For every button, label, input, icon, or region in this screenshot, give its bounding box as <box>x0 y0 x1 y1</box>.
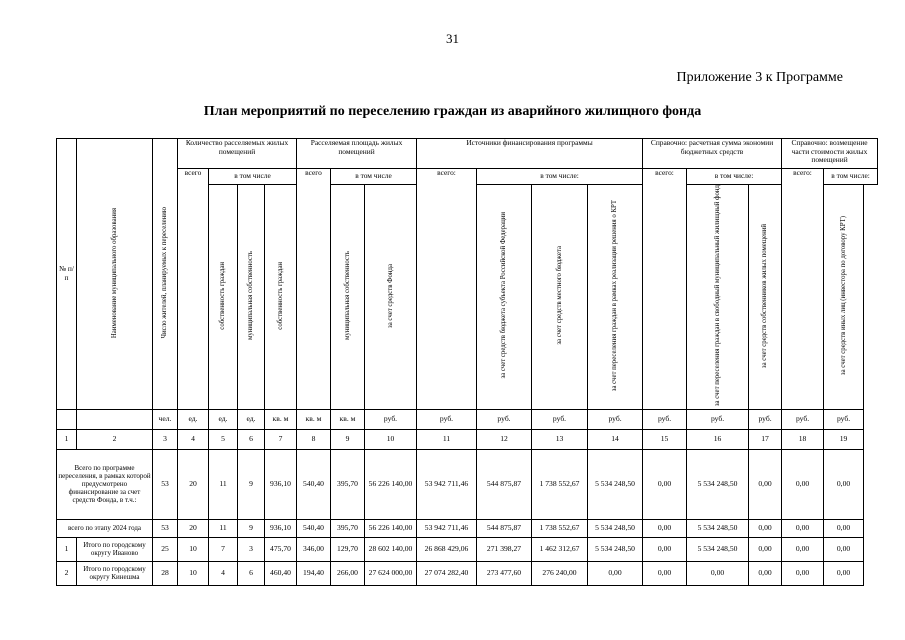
value-cell: 0,00 <box>749 519 782 537</box>
value-cell: 10 <box>178 537 209 561</box>
unit-cell: чел. <box>153 409 178 429</box>
value-cell: 0,00 <box>782 537 824 561</box>
value-cell: 129,70 <box>331 537 365 561</box>
header-eco-resettle: за счет переселения граждан в рамках реализации решения о КРТ <box>588 185 643 410</box>
row-name: всего по этапу 2024 года <box>57 519 153 537</box>
value-cell: 460,40 <box>265 561 297 585</box>
header-region-budget: за счет средств бюджета субъекта Российской Федерации <box>477 185 532 410</box>
value-cell: 0,00 <box>782 449 824 519</box>
page-number: 31 <box>446 31 459 46</box>
header-eco-free-fund: за счет переселения граждан в свободный муниципальный жилищный фонд <box>687 185 749 410</box>
header-rooms-including: в том числе <box>209 169 297 185</box>
value-cell: 53 942 711,46 <box>417 449 477 519</box>
value-cell: 271 398,27 <box>477 537 532 561</box>
value-cell: 1 462 312,67 <box>532 537 588 561</box>
col-number: 9 <box>331 429 365 449</box>
header-local-budget: за счет средств местного бюджета <box>532 185 588 410</box>
header-residents: Число жителей, планируемых к переселению <box>153 139 178 410</box>
unit-cell: руб. <box>417 409 477 429</box>
unit-cell: кв. м <box>265 409 297 429</box>
value-cell: 5 534 248,50 <box>687 519 749 537</box>
header-comp-owners: за счет средств собственников жилых помещений <box>749 185 782 410</box>
unit-cell: кв. м <box>297 409 331 429</box>
unit-cell: ед. <box>238 409 265 429</box>
unit-cell: руб. <box>687 409 749 429</box>
value-cell: 4 <box>209 561 238 585</box>
header-area-group: Расселяемая площадь жилых помещений <box>297 139 417 169</box>
value-cell: 56 226 140,00 <box>365 449 417 519</box>
appendix-label: Приложение 3 к Программе <box>676 70 843 85</box>
col-number: 12 <box>477 429 532 449</box>
value-cell: 27 624 000,00 <box>365 561 417 585</box>
col-number: 6 <box>238 429 265 449</box>
table-row <box>57 561 878 585</box>
value-cell: 28 <box>153 561 178 585</box>
value-cell: 56 226 140,00 <box>365 519 417 537</box>
value-cell: 936,10 <box>265 519 297 537</box>
header-area-municipal-property: муниципальная собственность <box>331 185 365 410</box>
unit-cell: кв. м <box>331 409 365 429</box>
value-cell: 276 240,00 <box>532 561 588 585</box>
col-number: 2 <box>77 429 153 449</box>
value-cell: 25 <box>153 537 178 561</box>
value-cell: 5 534 248,50 <box>588 519 643 537</box>
value-cell: 544 875,87 <box>477 449 532 519</box>
header-area-total: всего <box>297 169 331 410</box>
header-economy-group: Справочно: расчетная сумма экономии бюджетных средств <box>643 139 782 169</box>
value-cell: 11 <box>209 519 238 537</box>
value-cell: 273 477,60 <box>477 561 532 585</box>
unit-cell: ед. <box>209 409 238 429</box>
value-cell: 9 <box>238 519 265 537</box>
col-number: 11 <box>417 429 477 449</box>
header-fund-source: за счет средств Фонда <box>365 185 417 410</box>
value-cell: 53 942 711,46 <box>417 519 477 537</box>
header-citizen-property: собственность граждан <box>209 185 238 410</box>
value-cell: 0,00 <box>643 561 687 585</box>
value-cell: 0,00 <box>824 537 864 561</box>
col-number: 4 <box>178 429 209 449</box>
header-municipal-property: муниципальная собственность <box>238 185 265 410</box>
value-cell: 266,00 <box>331 561 365 585</box>
value-cell: 475,70 <box>265 537 297 561</box>
col-number: 16 <box>687 429 749 449</box>
value-cell: 53 <box>153 449 178 519</box>
units-cell <box>77 409 153 429</box>
value-cell: 540,40 <box>297 519 331 537</box>
table-row <box>57 537 878 561</box>
value-cell: 936,10 <box>265 449 297 519</box>
header-rooms-total: всего <box>178 169 209 410</box>
row-number: 1 <box>57 537 77 561</box>
value-cell: 0,00 <box>643 449 687 519</box>
value-cell: 0,00 <box>824 449 864 519</box>
value-cell: 20 <box>178 519 209 537</box>
unit-cell: руб. <box>749 409 782 429</box>
value-cell: 0,00 <box>643 519 687 537</box>
unit-cell: руб. <box>588 409 643 429</box>
unit-cell: руб. <box>477 409 532 429</box>
value-cell: 5 534 248,50 <box>687 449 749 519</box>
value-cell: 346,00 <box>297 537 331 561</box>
value-cell: 53 <box>153 519 178 537</box>
unit-cell: руб. <box>824 409 864 429</box>
units-row <box>57 409 878 429</box>
value-cell: 0,00 <box>588 561 643 585</box>
value-cell: 540,40 <box>297 449 331 519</box>
value-cell: 0,00 <box>643 537 687 561</box>
value-cell: 27 074 282,40 <box>417 561 477 585</box>
col-number: 1 <box>57 429 77 449</box>
header-compensation-group: Справочно: возмещение части стоимости жилых помещений <box>782 139 878 169</box>
col-number: 10 <box>365 429 417 449</box>
row-name: Всего по программе переселения, в рамках которой предусмотрено финансирование за счет средств Фонда, в т.ч.: <box>57 449 153 519</box>
value-cell: 28 602 140,00 <box>365 537 417 561</box>
col-number: 15 <box>643 429 687 449</box>
col-number: 17 <box>749 429 782 449</box>
value-cell: 1 738 552,67 <box>532 449 588 519</box>
units-cell <box>57 409 77 429</box>
unit-cell: ед. <box>178 409 209 429</box>
header-funding-including: в том числе: <box>477 169 643 185</box>
header-area-citizen-property: собственность граждан <box>265 185 297 410</box>
value-cell: 1 738 552,67 <box>532 519 588 537</box>
row-number: 2 <box>57 561 77 585</box>
value-cell: 0,00 <box>824 519 864 537</box>
table-row <box>57 449 878 519</box>
header-economy-total: всего: <box>643 169 687 410</box>
col-number: 14 <box>588 429 643 449</box>
column-numbers-row <box>57 429 878 449</box>
col-number: 18 <box>782 429 824 449</box>
data-rows <box>57 449 878 585</box>
header-comp-investors: за счет средств иных лиц (инвестора по договору КРТ) <box>824 185 864 410</box>
resettlement-plan-table <box>56 138 878 586</box>
value-cell: 10 <box>178 561 209 585</box>
header-compensation-total: всего: <box>782 169 824 410</box>
row-name: Итого по городскому округу Иваново <box>77 537 153 561</box>
col-number: 13 <box>532 429 588 449</box>
value-cell: 0,00 <box>749 537 782 561</box>
value-cell: 6 <box>238 561 265 585</box>
table-row <box>57 519 878 537</box>
unit-cell: руб. <box>532 409 588 429</box>
value-cell: 0,00 <box>749 449 782 519</box>
value-cell: 5 534 248,50 <box>588 449 643 519</box>
header-funding-total: всего: <box>417 169 477 410</box>
value-cell: 20 <box>178 449 209 519</box>
unit-cell: руб. <box>365 409 417 429</box>
header-funding-group: Источники финансирования программы <box>417 139 643 169</box>
col-number: 7 <box>265 429 297 449</box>
unit-cell: руб. <box>643 409 687 429</box>
row-name: Итого по городскому округу Кинешма <box>77 561 153 585</box>
value-cell: 26 868 429,06 <box>417 537 477 561</box>
value-cell: 0,00 <box>782 519 824 537</box>
value-cell: 0,00 <box>687 561 749 585</box>
header-rooms-group: Количество расселяемых жилых помещений <box>178 139 297 169</box>
col-number: 19 <box>824 429 864 449</box>
header-municipality: Наименование муниципального образования <box>77 139 153 410</box>
value-cell: 0,00 <box>749 561 782 585</box>
col-number: 3 <box>153 429 178 449</box>
value-cell: 0,00 <box>824 561 864 585</box>
col-number: 5 <box>209 429 238 449</box>
value-cell: 7 <box>209 537 238 561</box>
value-cell: 395,70 <box>331 449 365 519</box>
value-cell: 194,40 <box>297 561 331 585</box>
value-cell: 5 534 248,50 <box>687 537 749 561</box>
header-compensation-including: в том числе: <box>824 169 878 185</box>
header-no: № п/п <box>57 139 77 410</box>
value-cell: 5 534 248,50 <box>588 537 643 561</box>
value-cell: 544 875,87 <box>477 519 532 537</box>
value-cell: 0,00 <box>782 561 824 585</box>
value-cell: 11 <box>209 449 238 519</box>
document-title: План мероприятий по переселению граждан из аварийного жилищного фонда <box>203 104 702 119</box>
header-area-including: в том числе <box>331 169 417 185</box>
header-economy-including: в том числе: <box>687 169 782 185</box>
col-number: 8 <box>297 429 331 449</box>
value-cell: 9 <box>238 449 265 519</box>
value-cell: 395,70 <box>331 519 365 537</box>
unit-cell: руб. <box>782 409 824 429</box>
value-cell: 3 <box>238 537 265 561</box>
